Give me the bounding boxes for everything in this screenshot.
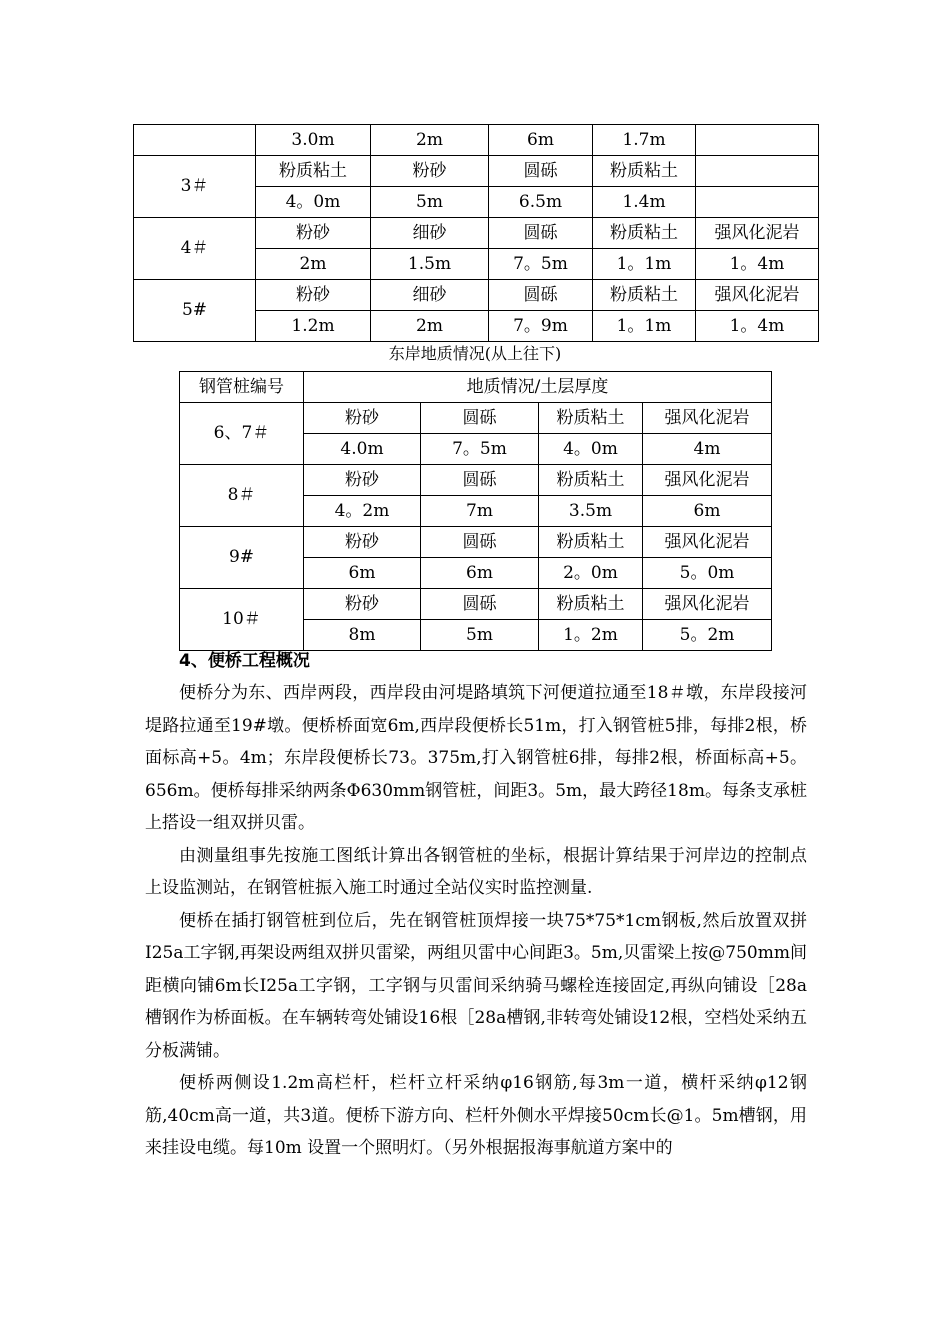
paragraph: 由测量组事先按施工图纸计算出各钢管桩的坐标，根据计算结果于河岸边的控制点上设监测站，在钢管桩振入施工时通过全站仪实时监控测量. — [145, 845, 807, 898]
section-heading: 4、便桥工程概况 — [179, 651, 310, 671]
soil-layer-cell: 细砂 — [371, 218, 489, 249]
thickness-cell: 4。0m — [256, 187, 371, 218]
thickness-cell: 1.4m — [593, 187, 696, 218]
soil-layer-cell: 粉砂 — [304, 403, 421, 434]
body-text — [145, 677, 807, 1165]
soil-layer-cell: 圆砾 — [421, 465, 539, 496]
thickness-cell: 4m — [643, 434, 772, 465]
thickness-cell: 6m — [304, 558, 421, 589]
soil-layer-cell: 圆砾 — [421, 527, 539, 558]
soil-layer-cell: 粉砂 — [371, 156, 489, 187]
thickness-cell: 8m — [304, 620, 421, 651]
thickness-cell: 6.5m — [489, 187, 593, 218]
table-row — [180, 465, 772, 496]
thickness-cell — [696, 187, 819, 218]
soil-layer-cell — [696, 156, 819, 187]
thickness-cell: 7。5m — [489, 249, 593, 280]
thickness-cell: 7。5m — [421, 434, 539, 465]
table-row — [134, 218, 819, 249]
thickness-cell: 7。9m — [489, 311, 593, 342]
pile-number-cell: 4＃ — [134, 218, 256, 280]
soil-layer-cell: 粉质粘土 — [539, 465, 643, 496]
table-header-row — [180, 372, 772, 403]
pile-number-cell — [134, 125, 256, 156]
east-table-caption: 东岸地质情况(从上往下) — [388, 344, 562, 363]
west-geology-table — [133, 124, 819, 342]
thickness-cell: 1。1m — [593, 249, 696, 280]
pile-number-cell: 5# — [134, 280, 256, 342]
soil-layer-cell: 强风化泥岩 — [643, 403, 772, 434]
thickness-cell: 6m — [421, 558, 539, 589]
paragraph: 便桥在插打钢管桩到位后，先在钢管桩顶焊接一块75*75*1cm钢板,然后放置双拼I25a工字钢,再架设两组双拼贝雷梁，两组贝雷中心间距3。5m,贝雷梁上按@750mm间距横向铺6m长I25a工字钢，工字钢与贝雷间采纳骑马螺栓连接固定,再纵向铺设［28a槽钢作为桥面板。在车辆转弯处铺设16根［28a槽钢,非转弯处铺设12根，空档处采纳五分板满铺。 — [145, 910, 807, 1061]
table-row — [134, 125, 819, 156]
soil-layer-cell: 粉砂 — [256, 218, 371, 249]
thickness-cell: 2。0m — [539, 558, 643, 589]
soil-layer-cell: 粉质粘土 — [593, 156, 696, 187]
thickness-cell: 3.5m — [539, 496, 643, 527]
table-row — [134, 280, 819, 311]
soil-layer-cell: 强风化泥岩 — [696, 280, 819, 311]
soil-layer-cell: 粉质粘土 — [539, 527, 643, 558]
thickness-cell: 4。2m — [304, 496, 421, 527]
thickness-cell: 1。2m — [539, 620, 643, 651]
soil-layer-cell: 细砂 — [371, 280, 489, 311]
soil-layer-cell: 粉质粘土 — [539, 589, 643, 620]
pile-number-cell: 8＃ — [180, 465, 304, 527]
east-geology-table — [179, 371, 772, 651]
soil-layer-cell: 强风化泥岩 — [643, 527, 772, 558]
column-header-pile-number: 钢管桩编号 — [180, 372, 304, 403]
soil-layer-cell: 粉砂 — [304, 589, 421, 620]
thickness-cell: 4。0m — [539, 434, 643, 465]
pile-number-cell: 10＃ — [180, 589, 304, 651]
soil-layer-cell: 强风化泥岩 — [696, 218, 819, 249]
soil-layer-cell: 强风化泥岩 — [643, 465, 772, 496]
soil-layer-cell: 粉砂 — [304, 527, 421, 558]
soil-layer-cell: 圆砾 — [489, 280, 593, 311]
soil-layer-cell: 圆砾 — [489, 156, 593, 187]
soil-layer-cell: 粉质粘土 — [256, 156, 371, 187]
thickness-cell: 1.7m — [593, 125, 696, 156]
table-row — [134, 156, 819, 187]
thickness-cell: 1.2m — [256, 311, 371, 342]
thickness-cell: 1。4m — [696, 311, 819, 342]
thickness-cell: 4.0m — [304, 434, 421, 465]
thickness-cell: 5。0m — [643, 558, 772, 589]
thickness-cell — [696, 125, 819, 156]
pile-number-cell: 9# — [180, 527, 304, 589]
paragraph: 便桥两侧设1.2m高栏杆，栏杆立杆采纳φ16钢筋,每3m一道，横杆采纳φ12钢筋,40cm高一道，共3道。便桥下游方向、栏杆外侧水平焊接50cm长@1。5m槽钢，用来挂设电缆。每10m 设置一个照明灯。（另外根据报海事航道方案中的 — [145, 1073, 807, 1158]
thickness-cell: 2m — [371, 311, 489, 342]
paragraph: 便桥分为东、西岸两段，西岸段由河堤路填筑下河便道拉通至18＃墩，东岸段接河堤路拉通至19#墩。便桥桥面宽6m,西岸段便桥长51m，打入钢管桩5排，每排2根，桥面标高+5。4m；东岸段便桥长73。375m,打入钢管桩6排，每排2根，桥面标高+5。656m。便桥每排采纳两条Φ630mm钢管桩，间距3。5m，最大跨径18m。每条支承桩上搭设一组双拼贝雷。 — [145, 683, 807, 833]
table-row — [180, 527, 772, 558]
soil-layer-cell: 粉砂 — [304, 465, 421, 496]
column-header-geology: 地质情况/土层厚度 — [304, 372, 772, 403]
thickness-cell: 2m — [371, 125, 489, 156]
thickness-cell: 7m — [421, 496, 539, 527]
soil-layer-cell: 圆砾 — [421, 403, 539, 434]
soil-layer-cell: 圆砾 — [421, 589, 539, 620]
thickness-cell: 5。2m — [643, 620, 772, 651]
pile-number-cell: 3＃ — [134, 156, 256, 218]
thickness-cell: 2m — [256, 249, 371, 280]
table-row — [180, 589, 772, 620]
thickness-cell: 5m — [371, 187, 489, 218]
soil-layer-cell: 粉质粘土 — [539, 403, 643, 434]
thickness-cell: 5m — [421, 620, 539, 651]
soil-layer-cell: 粉砂 — [256, 280, 371, 311]
thickness-cell: 6m — [489, 125, 593, 156]
soil-layer-cell: 粉质粘土 — [593, 280, 696, 311]
thickness-cell: 6m — [643, 496, 772, 527]
pile-number-cell: 6、7＃ — [180, 403, 304, 465]
soil-layer-cell: 粉质粘土 — [593, 218, 696, 249]
thickness-cell: 1.5m — [371, 249, 489, 280]
table-row — [180, 403, 772, 434]
soil-layer-cell: 圆砾 — [489, 218, 593, 249]
thickness-cell: 3.0m — [256, 125, 371, 156]
thickness-cell: 1。1m — [593, 311, 696, 342]
soil-layer-cell: 强风化泥岩 — [643, 589, 772, 620]
thickness-cell: 1。4m — [696, 249, 819, 280]
